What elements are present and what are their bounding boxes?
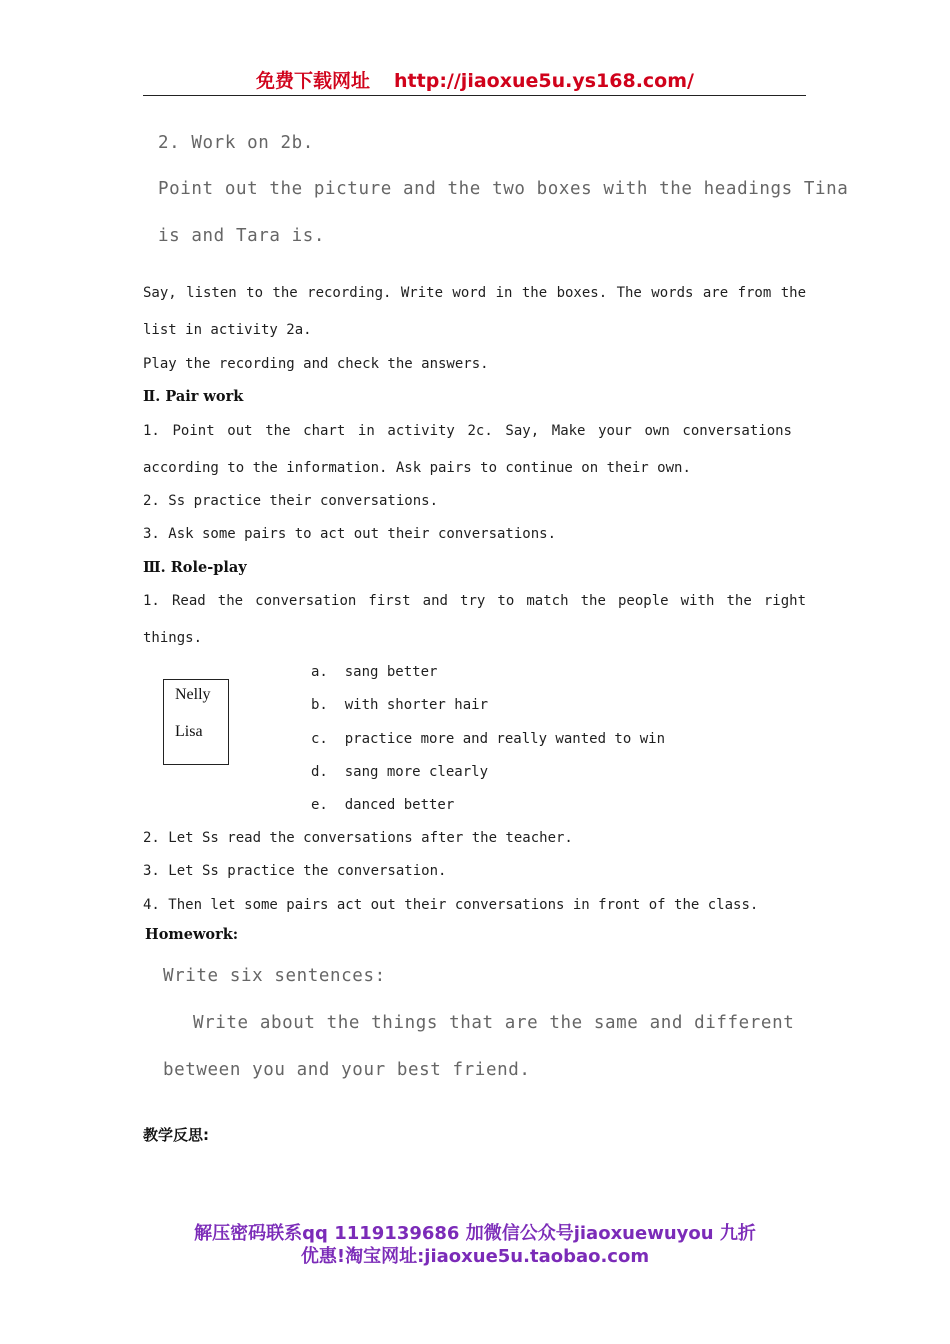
header-url-link[interactable]: http://jiaoxue5u.ys168.com/ bbox=[394, 70, 694, 92]
section-pair-work-heading: Ⅱ. Pair work bbox=[143, 388, 244, 405]
option-b: b. with shorter hair bbox=[311, 697, 489, 713]
homework-line1: Write six sentences: bbox=[163, 966, 386, 986]
name-lisa: Lisa bbox=[175, 723, 203, 740]
page-header bbox=[0, 66, 950, 93]
option-d: d. sang more clearly bbox=[311, 764, 489, 780]
pair-work-item2: 2. Ss practice their conversations. bbox=[143, 493, 439, 509]
footer-line2: 优惠!淘宝网址:jiaoxue5u.taobao.com bbox=[300, 1246, 650, 1267]
option-a: a. sang better bbox=[311, 664, 438, 680]
homework-line3: between you and your best friend. bbox=[163, 1060, 531, 1080]
role-play-item2: 2. Let Ss read the conversations after the teacher. bbox=[143, 830, 573, 846]
say-listen-line1: Say, listen to the recording. Write word in the boxes. The words are from the bbox=[143, 285, 806, 301]
role-play-item1-line2: things. bbox=[143, 630, 203, 646]
role-play-item4: 4. Then let some pairs act out their conversations in front of the class. bbox=[143, 897, 759, 913]
play-recording: Play the recording and check the answers. bbox=[143, 356, 489, 372]
option-e: e. danced better bbox=[311, 797, 455, 813]
homework-heading: Homework: bbox=[145, 926, 239, 943]
header-divider bbox=[143, 95, 806, 96]
role-play-item3: 3. Let Ss practice the conversation. bbox=[143, 863, 447, 879]
scan-point-out-line1: Point out the picture and the two boxes with the headings Tina bbox=[158, 179, 849, 199]
section-role-play-heading: Ⅲ. Role-play bbox=[143, 559, 247, 576]
homework-line2: Write about the things that are the same and different bbox=[193, 1013, 795, 1033]
header-label: 免费下载网址 bbox=[256, 70, 371, 92]
footer-line1: 解压密码联系qq 1119139686 加微信公众号jiaoxuewuyou 九折 bbox=[194, 1223, 756, 1244]
name-nelly: Nelly bbox=[175, 686, 211, 703]
pair-work-item1-line1: 1. Point out the chart in activity 2c. Say, Make your own conversations bbox=[143, 423, 792, 439]
scan-work-on-2b: 2. Work on 2b. bbox=[158, 133, 314, 153]
role-play-item1-line1: 1. Read the conversation first and try to match the people with the right bbox=[143, 593, 806, 609]
scan-point-out-line2: is and Tara is. bbox=[158, 226, 326, 246]
reflection-heading: 教学反思: bbox=[143, 1126, 209, 1144]
option-c: c. practice more and really wanted to win bbox=[311, 731, 666, 747]
say-listen-line2: list in activity 2a. bbox=[143, 322, 312, 338]
pair-work-item3: 3. Ask some pairs to act out their conversations. bbox=[143, 526, 557, 542]
pair-work-item1-line2: according to the information. Ask pairs to continue on their own. bbox=[143, 460, 691, 476]
